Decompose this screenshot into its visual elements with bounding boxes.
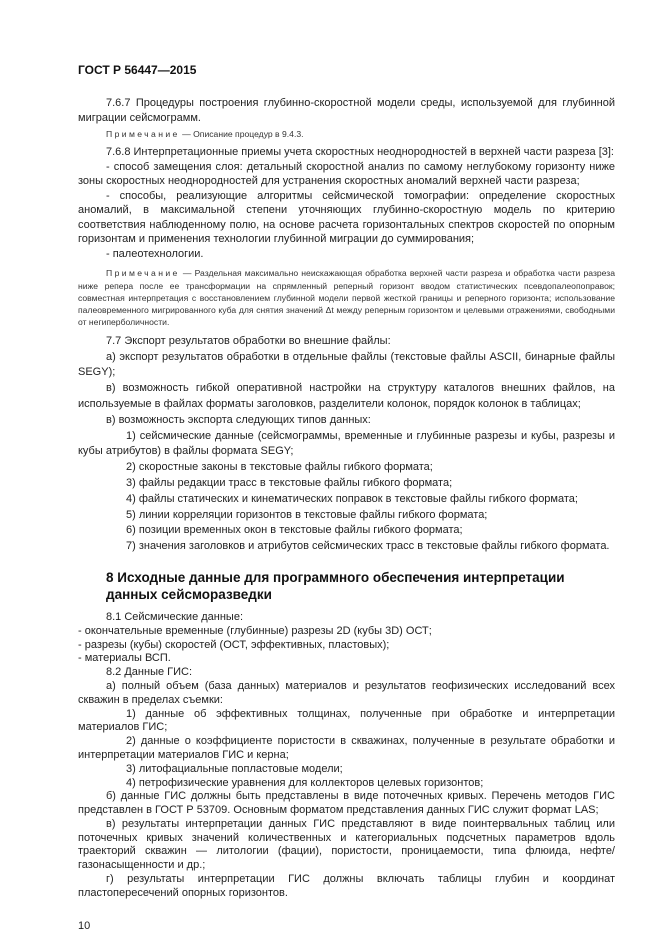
- section-7-6: [78, 96, 615, 329]
- document-page: [78, 62, 615, 933]
- list-item: - материалы ВСП.: [78, 652, 171, 665]
- paragraph-8-1: 8.1 Сейсмические данные:: [106, 610, 244, 623]
- note-label: Примечание: [106, 268, 180, 279]
- section-8: [78, 611, 615, 901]
- list-item: в) возможность экспорта следующих типов данных:: [106, 413, 371, 426]
- list-item: - способ замещения слоя: детальный скоростной анализ по самому неглубокому горизонту ниже зоны скоростных неоднородностей для устранения скоростных аномалий верхней части разреза;: [78, 160, 615, 188]
- list-item: г) результаты интерпретации ГИС должны включать таблицы глубин и координат пластопересечений опорных горизонтов.: [78, 873, 615, 899]
- list-item: 2) скоростные законы в текстовые файлы гибкого формата;: [126, 461, 433, 474]
- list-item: 2) данные о коэффициенте пористости в скважинах, полученные в результате обработки и интерпретации материалов ГИС и керна;: [78, 735, 615, 761]
- list-item: - разрезы (кубы) скоростей (ОСТ, эффективных, пластовых);: [78, 638, 390, 651]
- section-8-heading: 8 Исходные данные для программного обеспечения интерпретации данных сейсморазведки: [106, 569, 565, 602]
- list-item: - палеотехнологии.: [106, 247, 204, 260]
- page-number: 10: [78, 919, 91, 932]
- paragraph-8-2: 8.2 Данные ГИС:: [106, 666, 193, 679]
- note-text: — Описание процедур в 9.4.3.: [179, 129, 304, 139]
- list-item: а) полный объем (база данных) материалов и результатов геофизических исследований всех скважин в пределах съемки:: [78, 679, 615, 706]
- note-label: Примечание: [106, 129, 180, 139]
- paragraph-7-7: 7.7 Экспорт результатов обработки во внешние файлы:: [106, 334, 391, 347]
- list-item: в) результаты интерпретации данных ГИС представляют в виде поинтервальных таблиц или поточечных кривых значений количественных и категориальных подсчетных параметров вдоль траекторий скважин — литологии (фации), пористости, проницаемости, типа флюида, нефте/газонасыщенности и др.;: [78, 817, 615, 872]
- section-7-7: [78, 334, 615, 555]
- list-item: в) возможность гибкой оперативной настройки на структуру каталогов внешних файлов, на используемые в файлах форматы заголовков, разделители колонок, порядок колонок в таблицах;: [78, 382, 615, 410]
- list-item: 4) файлы статических и кинематических поправок в текстовые файлы гибкого формата;: [126, 492, 578, 505]
- list-item: 1) сейсмические данные (сейсмограммы, временные и глубинные разрезы и кубы, разрезы и кубы атрибутов) в файлы формата SEGY;: [78, 429, 615, 458]
- list-item: 6) позиции временных окон в текстовые файлы гибкого формата;: [126, 524, 463, 537]
- paragraph-7-6-7: 7.6.7 Процедуры построения глубинно-скоростной модели среды, используемой для глубинной миграции сейсмограмм.: [78, 97, 615, 124]
- note-text: — Раздельная максимально неискажающая обработка верхней части разреза и обработка части разреза ниже репера после ее трансформации на спрямленный реперный горизонт вводом статистических псевдопалеопоправок; совместная интерпретация с восстановлением глубинной модели первой жесткой границы и реперного горизонта; использование палеовременного мигрированного куба для снятия значений Δt между реперным горизонтом и целевыми отражениями, свободными от негиперболичности.: [78, 268, 615, 328]
- list-item: 4) петрофизические уравнения для коллекторов целевых горизонтов;: [126, 776, 484, 789]
- list-item: 3) файлы редакции трасс в текстовые файлы гибкого формата;: [126, 476, 453, 489]
- list-item: 7) значения заголовков и атрибутов сейсмических трасс в текстовые файлы гибкого формата.: [126, 540, 610, 553]
- list-item: 5) линии корреляции горизонтов в текстовые файлы гибкого формата;: [126, 508, 488, 521]
- list-item: - окончательные временные (глубинные) разрезы 2D (кубы 3D) ОСТ;: [78, 624, 432, 637]
- list-item: б) данные ГИС должны быть представлены в виде поточечных кривых. Перечень методов ГИС представлен в ГОСТ Р 53709. Основным форматом представления данных ГИС служит формат LAS;: [78, 790, 615, 817]
- list-item: а) экспорт результатов обработки в отдельные файлы (текстовые файлы ASCII, бинарные файлы SEGY);: [78, 350, 615, 379]
- document-header: ГОСТ Р 56447—2015: [78, 63, 197, 77]
- note-1: [78, 128, 615, 140]
- paragraph-7-6-8: 7.6.8 Интерпретационные приемы учета скоростных неоднородностей в верхней части разреза [3]:: [106, 146, 614, 159]
- note-2: [78, 267, 615, 328]
- list-item: - способы, реализующие алгоритмы сейсмической томографии: определение скоростных аномалий, в максимальной степени уточняющих глубинно-скоростную модель по критерию соответствия наблюденному полю, на основе расчета горизонтальных спектров скоростей по опорным горизонтам и применения технологии глубинной миграции до суммирования;: [78, 189, 615, 246]
- list-item: 3) литофациальные попластовые модели;: [126, 762, 343, 775]
- list-item: 1) данные об эффективных толщинах, полученные при обработке и интерпретации материалов ГИС;: [78, 707, 615, 734]
